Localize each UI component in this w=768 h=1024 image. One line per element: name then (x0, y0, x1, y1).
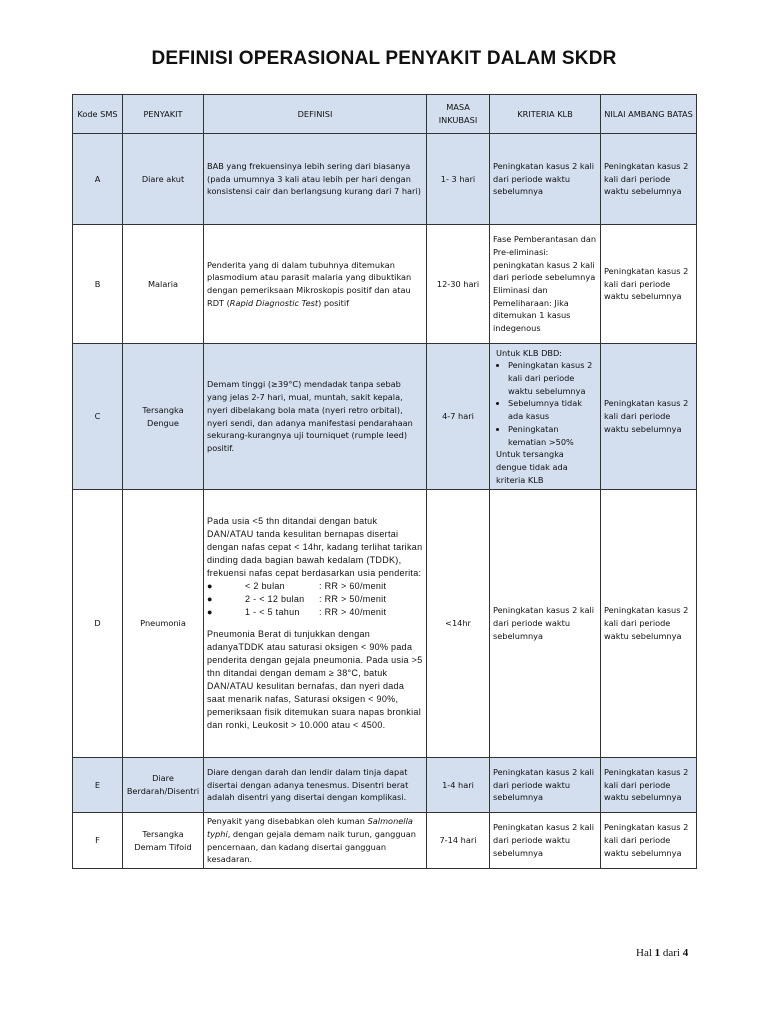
penyakit-cell: Pneumonia (123, 490, 204, 758)
rr-age: 1 - < 5 tahun (245, 606, 300, 617)
definisi-italic: Salmonella typhi (207, 816, 413, 839)
bullet: ● (207, 580, 213, 591)
rr-age: < 2 bulan (245, 580, 285, 591)
definisi-cell: BAB yang frekuensinya lebih sering dari biasanya (pada umumnya 3 kali atau lebih per hari dengan konsistensi cair dan berlangsung kurang dari 7 hari) (204, 134, 427, 225)
list-item: • Peningkatan kasus 2 kali dari periode waktu sebelumnya (508, 359, 597, 397)
kriteria-list (496, 359, 597, 448)
kriteria-line: Eliminasi dan Pemeliharaan: Jika ditemukan 1 kasus indegenous (493, 285, 571, 334)
masa-cell: 7-14 hari (427, 813, 490, 869)
page-number (636, 947, 688, 959)
header-kode: Kode SMS (73, 95, 123, 134)
table-row (73, 490, 697, 758)
penyakit-cell: Diare Berdarah/Disentri (123, 758, 204, 813)
rr-row (207, 580, 423, 593)
definisi-text: Penderita yang di dalam tubuhnya ditemukan plasmodium atau parasit malaria yang dibuktikan dengan pemeriksaan Mikroskopis positif dan atau RDT ( (207, 259, 412, 308)
masa-cell: <14hr (427, 490, 490, 758)
table-row (73, 344, 697, 490)
table-row (73, 134, 697, 225)
kriteria-cell (490, 344, 601, 490)
definisi-cell (204, 813, 427, 869)
page-current: 1 (654, 947, 661, 959)
penyakit-cell: Diare akut (123, 134, 204, 225)
header-kriteria-klb: KRITERIA KLB (490, 95, 601, 134)
page-title: DEFINISI OPERASIONAL PENYAKIT DALAM SKDR (151, 48, 617, 69)
nilai-cell: Peningkatan kasus 2 kali dari periode waktu sebelumnya (601, 490, 697, 758)
definisi-paragraph: Pada usia <5 thn ditandai dengan batuk DAN/ATAU tanda kesulitan bernapas disertai dengan nafas cepat < 14hr, kadang terlihat tarikan dinding dada bagian bawah kedalam (TDDK), frekuensi nafas cepat berdasarkan usia penderita: (207, 515, 423, 578)
header-definisi: DEFINISI (204, 95, 427, 134)
bullet: ● (207, 593, 213, 604)
page-prefix: Hal (636, 947, 655, 959)
page-total: 4 (682, 947, 689, 959)
penyakit-cell: Tersangka Demam Tifoid (123, 813, 204, 869)
nilai-cell: Peningkatan kasus 2 kali dari periode waktu sebelumnya (601, 134, 697, 225)
definisi-italic: Rapid Diagnostic Test (229, 297, 319, 308)
definisi-cell (204, 225, 427, 344)
definition-table (72, 94, 697, 869)
rr-rate: : RR > 50/menit (319, 593, 387, 604)
kode-cell: A (73, 134, 123, 225)
definisi-text: ) positif (318, 297, 350, 308)
kriteria-tail: Untuk tersangka dengue tidak ada kriteria KLB (496, 449, 568, 485)
rr-age: 2 - < 12 bulan (245, 593, 305, 604)
kriteria-cell: Peningkatan kasus 2 kali dari periode waktu sebelumnya (490, 758, 601, 813)
definisi-text: Penyakit yang disebabkan oleh kuman (207, 816, 368, 827)
kode-cell: C (73, 344, 123, 490)
bullet: ● (207, 606, 213, 617)
kode-cell: B (73, 225, 123, 344)
header-masa-inkubasi: MASA INKUBASI (427, 95, 490, 134)
definisi-cell: Demam tinggi (≥39°C) mendadak tanpa sebab yang jelas 2-7 hari, mual, muntah, sakit kepala, nyeri dibelakang bola mata (nyeri retro orbital), nyeri sendi, dan adanya manifestasi pendarahaan sekurang-kurangnya uji tourniquet (rumple leed) positif. (204, 344, 427, 490)
table-row (73, 225, 697, 344)
masa-cell: 1-4 hari (427, 758, 490, 813)
kriteria-cell: Peningkatan kasus 2 kali dari periode waktu sebelumnya (490, 813, 601, 869)
header-nilai-ambang: NILAI AMBANG BATAS (601, 95, 697, 134)
masa-cell: 1- 3 hari (427, 134, 490, 225)
definisi-text: , dengan gejala demam naik turun, gangguan pencernaan, dan kadang disertai gangguan kesadaran. (207, 828, 416, 865)
nilai-cell: Peningkatan kasus 2 kali dari periode waktu sebelumnya (601, 344, 697, 490)
masa-cell: 12-30 hari (427, 225, 490, 344)
nilai-cell: Peningkatan kasus 2 kali dari periode waktu sebelumnya (601, 225, 697, 344)
kriteria-line: Fase Pemberantasan dan Pre-eliminasi: peningkatan kasus 2 kali dari periode sebelumnya (493, 234, 597, 283)
nilai-cell: Peningkatan kasus 2 kali dari periode waktu sebelumnya (601, 813, 697, 869)
table-row (73, 758, 697, 813)
penyakit-cell: Tersangka Dengue (123, 344, 204, 490)
masa-cell: 4-7 hari (427, 344, 490, 490)
kriteria-cell (490, 225, 601, 344)
kode-cell: E (73, 758, 123, 813)
rr-row (207, 606, 423, 619)
definisi-cell: Diare dengan darah dan lendir dalam tinja dapat disertai dengan adanya tenesmus. Disentri berat adalah disentri yang disertai dengan komplikasi. (204, 758, 427, 813)
table-header-row (73, 95, 697, 134)
definisi-cell (204, 490, 427, 758)
header-penyakit: PENYAKIT (123, 95, 204, 134)
rr-rate: : RR > 60/menit (319, 580, 387, 591)
page-mid: dari (660, 947, 683, 959)
kriteria-cell: Peningkatan kasus 2 kali dari periode waktu sebelumnya (490, 490, 601, 758)
kriteria-head: Untuk KLB DBD: (496, 347, 563, 358)
rr-row (207, 593, 423, 606)
rr-rate: : RR > 40/menit (319, 606, 387, 617)
definisi-paragraph: Pneumonia Berat di tunjukkan dengan adanyaTDDK atau saturasi oksigen < 90% pada penderita dengan gejala pneumonia. Pada usia >5 thn ditandai dengan demam ≥ 38°C, batuk DAN/ATAU kesulitan bernafas, dan nyeri dada saat menarik nafas, Saturasi oksigen < 90%, pemeriksaan fisik ditemukan suara napas bronkial dan ronki, Leukosit > 10.000 atau < 4500. (207, 629, 423, 731)
list-item: • Peningkatan kematian >50% (508, 423, 597, 448)
table-row (73, 813, 697, 869)
penyakit-cell: Malaria (123, 225, 204, 344)
kode-cell: F (73, 813, 123, 869)
kode-cell: D (73, 490, 123, 758)
list-item: • Sebelumnya tidak ada kasus (508, 397, 597, 422)
kriteria-cell: Peningkatan kasus 2 kali dari periode waktu sebelumnya (490, 134, 601, 225)
nilai-cell: Peningkatan kasus 2 kali dari periode waktu sebelumnya (601, 758, 697, 813)
